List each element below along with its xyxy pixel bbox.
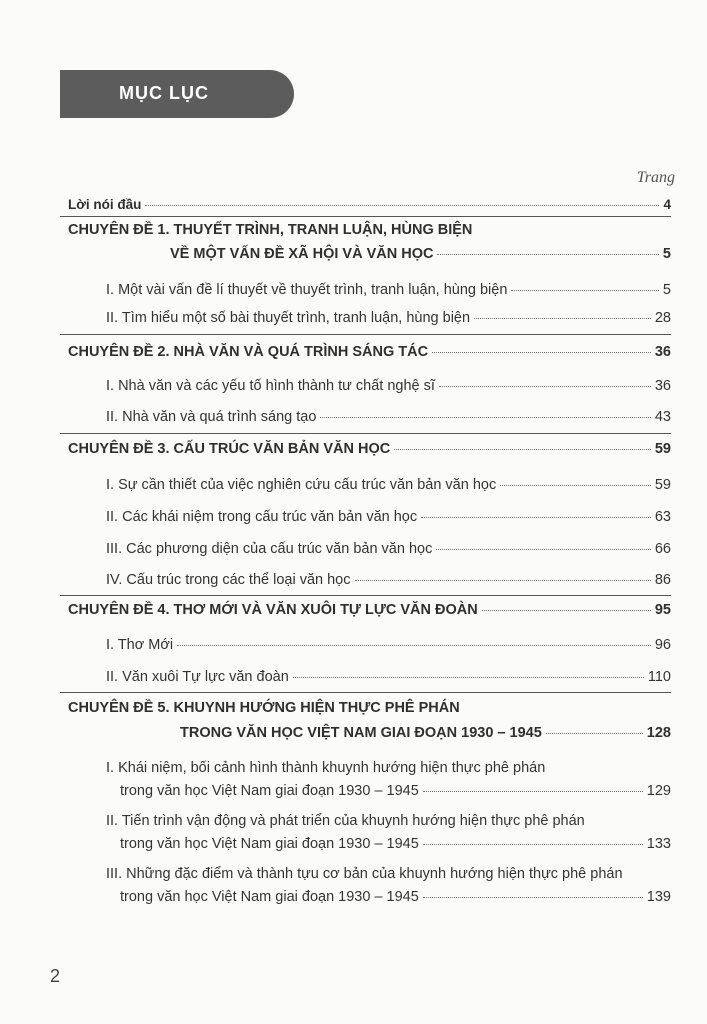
leader-dots [439, 386, 651, 387]
leader-dots [436, 549, 651, 550]
toc-section-2-1[interactable]: I. Nhà văn và các yếu tố hình thành tư chất nghệ sĩ 36 [106, 378, 671, 394]
toc-section-3-1[interactable]: I. Sự cần thiết của việc nghiên cứu cấu trúc văn bản văn học 59 [106, 477, 671, 493]
divider [60, 692, 671, 693]
toc-section-5-1-line1[interactable]: I. Khái niệm, bối cảnh hình thành khuynh hướng hiện thực phê phán [106, 760, 546, 776]
leader-dots [546, 733, 643, 734]
toc-entry-preface[interactable]: Lời nói đầu 4 [68, 197, 671, 212]
toc-section-4-2[interactable]: II. Văn xuôi Tự lực văn đoàn 110 [106, 669, 671, 685]
leader-dots [432, 352, 651, 353]
toc-chapter-1[interactable]: VỀ MỘT VẤN ĐỀ XÃ HỘI VÀ VĂN HỌC 5 [170, 246, 671, 262]
toc-section-2-2[interactable]: II. Nhà văn và quá trình sáng tạo 43 [106, 409, 671, 425]
toc-chapter-2[interactable]: CHUYÊN ĐỀ 2. NHÀ VĂN VÀ QUÁ TRÌNH SÁNG TÁC 36 [68, 344, 671, 360]
toc-chapter-3[interactable]: CHUYÊN ĐỀ 3. CẤU TRÚC VĂN BẢN VĂN HỌC 59 [68, 441, 671, 457]
leader-dots [423, 897, 643, 898]
leader-dots [474, 318, 651, 319]
toc-chapter-5-line1[interactable]: CHUYÊN ĐỀ 5. KHUYNH HƯỚNG HIỆN THỰC PHÊ PHÁN [68, 700, 460, 716]
leader-dots [500, 485, 651, 486]
leader-dots [394, 449, 651, 450]
divider [60, 216, 671, 217]
leader-dots [437, 254, 658, 255]
toc-section-5-3-line1[interactable]: III. Những đặc điểm và thành tựu cơ bản của khuynh hướng hiện thực phê phán [106, 866, 623, 882]
leader-dots [293, 677, 644, 678]
toc-chapter-5[interactable]: TRONG VĂN HỌC VIỆT NAM GIAI ĐOẠN 1930 – 1945 128 [180, 725, 671, 741]
toc-section-3-3[interactable]: III. Các phương diện của cấu trúc văn bản văn học 66 [106, 541, 671, 557]
toc-title: MỤC LỤC [119, 83, 209, 103]
leader-dots [177, 645, 651, 646]
toc-section-3-4[interactable]: IV. Cấu trúc trong các thể loại văn học 86 [106, 572, 671, 588]
leader-dots [511, 290, 659, 291]
toc-section-5-2-line1[interactable]: II. Tiến trình vận động và phát triển của khuynh hướng hiện thực phê phán [106, 813, 585, 829]
divider [60, 433, 671, 434]
divider [60, 595, 671, 596]
toc-section-3-2[interactable]: II. Các khái niệm trong cấu trúc văn bản văn học 63 [106, 509, 671, 525]
toc-chapter-1-line1[interactable]: CHUYÊN ĐỀ 1. THUYẾT TRÌNH, TRANH LUẬN, HÙNG BIỆN [68, 222, 473, 238]
leader-dots [145, 205, 659, 206]
page-column-label: Trang [636, 169, 675, 186]
toc-section-1-2[interactable]: II. Tìm hiểu một số bài thuyết trình, tranh luận, hùng biện 28 [106, 310, 671, 326]
toc-section-4-1[interactable]: I. Thơ Mới 96 [106, 637, 671, 653]
page-number: 2 [50, 966, 61, 986]
leader-dots [320, 417, 650, 418]
toc-chapter-4[interactable]: CHUYÊN ĐỀ 4. THƠ MỚI VÀ VĂN XUÔI TỰ LỰC VĂN ĐOÀN 95 [68, 602, 671, 618]
divider [60, 334, 671, 335]
leader-dots [421, 517, 651, 518]
toc-section-5-3[interactable]: trong văn học Việt Nam giai đoạn 1930 – 1945 139 [120, 889, 671, 905]
leader-dots [482, 610, 651, 611]
leader-dots [423, 791, 643, 792]
toc-section-5-1[interactable]: trong văn học Việt Nam giai đoạn 1930 – 1945 129 [120, 783, 671, 799]
toc-title-banner [60, 70, 294, 118]
toc-section-1-1[interactable]: I. Một vài vấn đề lí thuyết về thuyết trình, tranh luận, hùng biện 5 [106, 282, 671, 298]
leader-dots [355, 580, 651, 581]
toc-section-5-2[interactable]: trong văn học Việt Nam giai đoạn 1930 – 1945 133 [120, 836, 671, 852]
leader-dots [423, 844, 643, 845]
